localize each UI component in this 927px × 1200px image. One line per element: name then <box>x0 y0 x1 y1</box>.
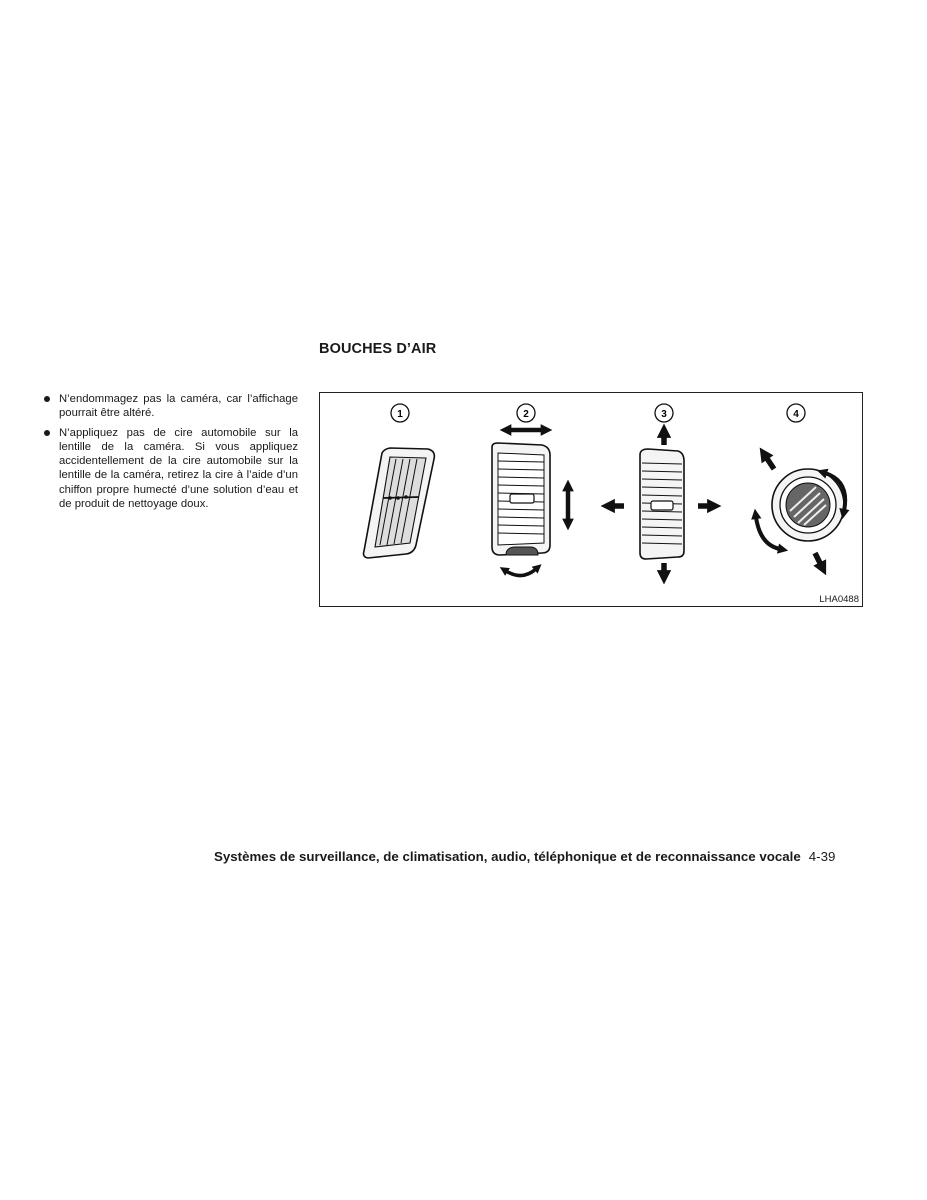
callout-3 <box>655 404 673 422</box>
callout-2 <box>517 404 535 422</box>
callout-label: 2 <box>523 409 529 420</box>
rotate-arrow-icon <box>506 569 536 576</box>
list-item <box>44 392 298 421</box>
page-number: 4-39 <box>808 849 836 864</box>
callout-label: 3 <box>661 409 667 420</box>
bullet-dot-icon <box>44 396 50 402</box>
bullet-list <box>44 392 298 516</box>
bullet-text: N’endommagez pas la caméra, car l’affichage pourrait être altéré. <box>59 393 298 420</box>
callout-1 <box>391 404 409 422</box>
air-vents-figure <box>319 392 863 607</box>
arrow-down-right-icon <box>815 553 821 565</box>
air-vents-illustration <box>320 393 862 606</box>
callout-label: 4 <box>793 409 799 420</box>
bullet-dot-icon <box>44 430 50 436</box>
callout-4 <box>787 404 805 422</box>
figure-code: LHA0488 <box>819 594 859 605</box>
callout-label: 1 <box>397 409 403 420</box>
list-item <box>44 426 298 512</box>
center-vent-right-icon <box>640 449 684 559</box>
bullet-text: N’appliquez pas de cire automobile sur la lentille de la caméra. Si vous appliquez accidentellement de la cire automobile sur la lentille de la caméra, retirez la cire à l’aide d’un chiffon propre humecté d’une solution d’eau et de produit de nettoyage doux. <box>59 426 298 511</box>
page-footer <box>214 849 835 864</box>
chapter-title: Systèmes de surveillance, de climatisation, audio, téléphonique et de reconnaissance vocale <box>214 849 801 864</box>
side-vent-icon <box>364 448 435 558</box>
center-vent-left-icon <box>492 443 550 555</box>
round-vent-icon <box>772 469 844 541</box>
section-title: BOUCHES D’AIR <box>319 341 437 357</box>
arrow-up-left-icon <box>766 457 774 469</box>
